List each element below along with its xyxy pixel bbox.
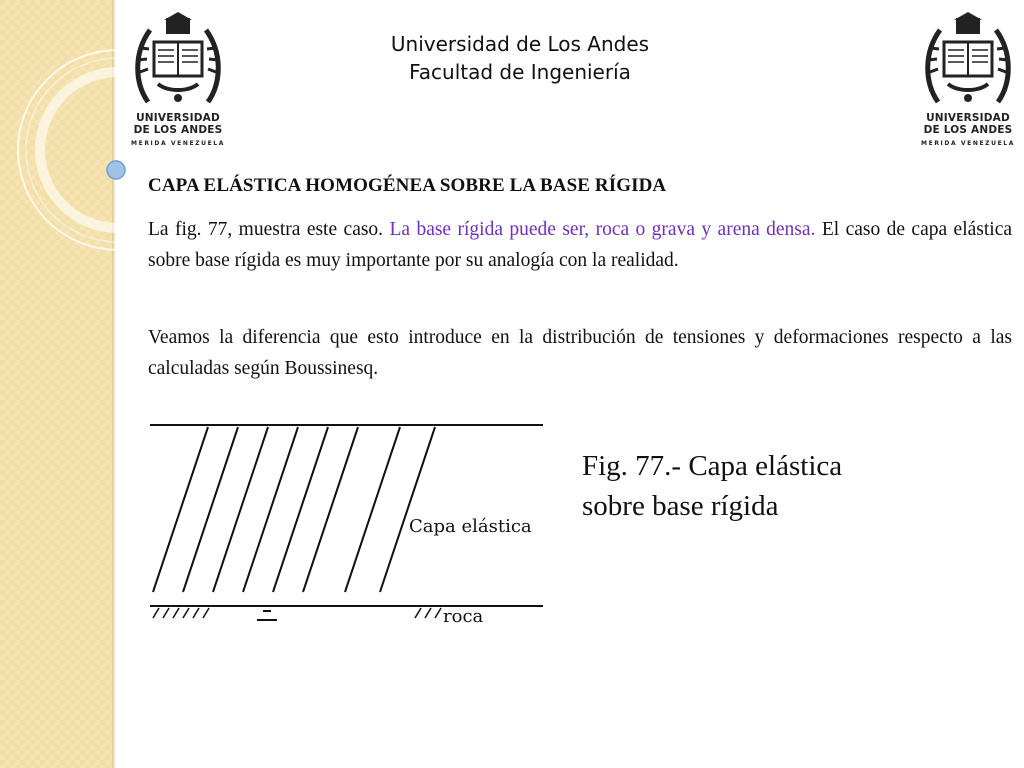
caption-line1: Fig. 77.- Capa elástica [582,450,843,482]
figure-caption [582,446,962,526]
logo-text-line3: MERIDA VENEZUELA [131,140,225,147]
university-seal-icon [918,12,1018,112]
paragraph-1-text-a: La fig. 77, muestra este caso. [148,219,390,240]
ground-symbol [257,611,277,620]
university-name: Universidad de Los Andes [390,32,650,56]
logo-text-line3: MERIDA VENEZUELA [921,140,1015,147]
university-seal-icon [128,12,228,112]
page-header [300,30,740,86]
logo-text-line1: UNIVERSIDAD [136,112,220,124]
faculty-name: Facultad de Ingeniería [409,60,631,84]
base-hatch-marks [153,608,441,618]
logo-text-line1: UNIVERSIDAD [926,112,1010,124]
university-logo-left [128,12,228,152]
side-band-edge [112,0,116,768]
logo-text-line2: DE LOS ANDES [133,124,223,136]
label-rock: roca [443,606,484,627]
figure-77-diagram [145,412,555,632]
paragraph-2: Veamos la diferencia que esto introduce en la distribución de tensiones y deformaciones respecto a las calculadas según Boussinesq. [148,327,1012,379]
paragraph-1 [148,214,1012,276]
logo-text-line2: DE LOS ANDES [923,124,1013,136]
decorative-side-band [0,0,112,768]
paragraph-1-text-b: El caso de capa elástica sobre base rígida es muy importante por su analogía con la realidad. [148,219,1013,271]
layer-hatching [153,427,435,592]
caption-line2: sobre base rígida [582,490,779,522]
label-elastic-layer: Capa elástica [409,516,532,537]
paragraph-1-highlight: La base rígida puede ser, roca o grava y arena densa. [389,219,816,240]
section-title: CAPA ELÁSTICA HOMOGÉNEA SOBRE LA BASE RÍGIDA [148,175,667,196]
university-logo-right [918,12,1018,152]
